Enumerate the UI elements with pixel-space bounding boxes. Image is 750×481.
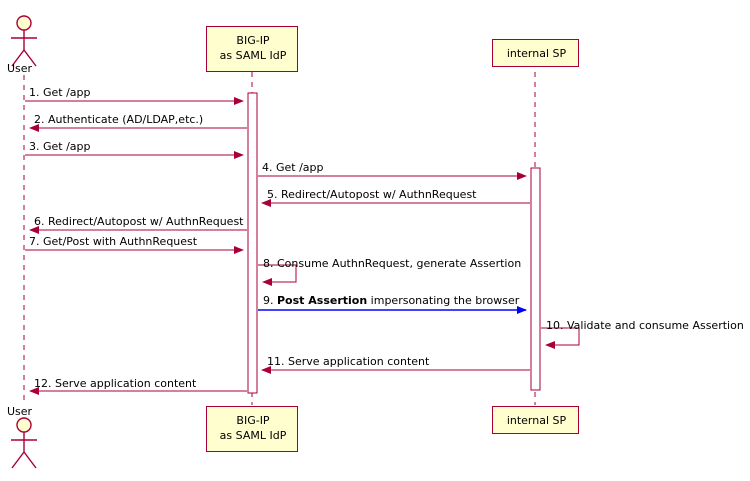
message-label-7: 7. Get/Post with AuthnRequest	[29, 235, 198, 248]
message-label-5: 5. Redirect/Autopost w/ AuthnRequest	[267, 188, 477, 201]
participant-sp-label-line1-bottom: internal SP	[506, 414, 567, 427]
actor-user-label-top: User	[7, 62, 33, 75]
message-label-8: 8. Consume AuthnRequest, generate Assertion	[263, 257, 522, 270]
activation-idp	[248, 93, 257, 393]
message-label-1: 1. Get /app	[29, 86, 91, 99]
participant-idp-label-line1: BIG-IP	[236, 34, 270, 47]
actor-user-top	[11, 16, 37, 66]
participant-box-sp-top[interactable]	[492, 39, 579, 67]
message-label-4: 4. Get /app	[262, 161, 324, 174]
message-label-2: 2. Authenticate (AD/LDAP,etc.)	[34, 113, 204, 126]
message-label-9-suffix: impersonating the browser	[367, 294, 520, 307]
message-label-9	[263, 294, 519, 307]
message-label-11: 11. Serve application content	[267, 355, 430, 368]
message-label-9-prefix: 9.	[263, 294, 277, 307]
message-label-12: 12. Serve application content	[34, 377, 197, 390]
participant-sp-label-line1: internal SP	[506, 47, 567, 60]
message-label-10: 10. Validate and consume Assertion	[546, 319, 744, 332]
participant-box-idp-top[interactable]	[206, 26, 298, 72]
participant-box-idp-bottom[interactable]	[206, 406, 298, 452]
actor-user-label-bottom: User	[7, 405, 33, 418]
participant-idp-label-line1-bottom: BIG-IP	[236, 414, 270, 427]
message-label-6: 6. Redirect/Autopost w/ AuthnRequest	[34, 215, 244, 228]
message-label-3: 3. Get /app	[29, 140, 91, 153]
participant-idp-label-line2-bottom: as SAML IdP	[219, 429, 287, 442]
participant-idp-label-line2: as SAML IdP	[219, 49, 287, 62]
message-label-9-bold: Post Assertion	[277, 294, 368, 307]
actor-user-bottom	[11, 418, 37, 468]
activation-sp	[531, 168, 540, 390]
participant-box-sp-bottom[interactable]	[492, 406, 579, 434]
